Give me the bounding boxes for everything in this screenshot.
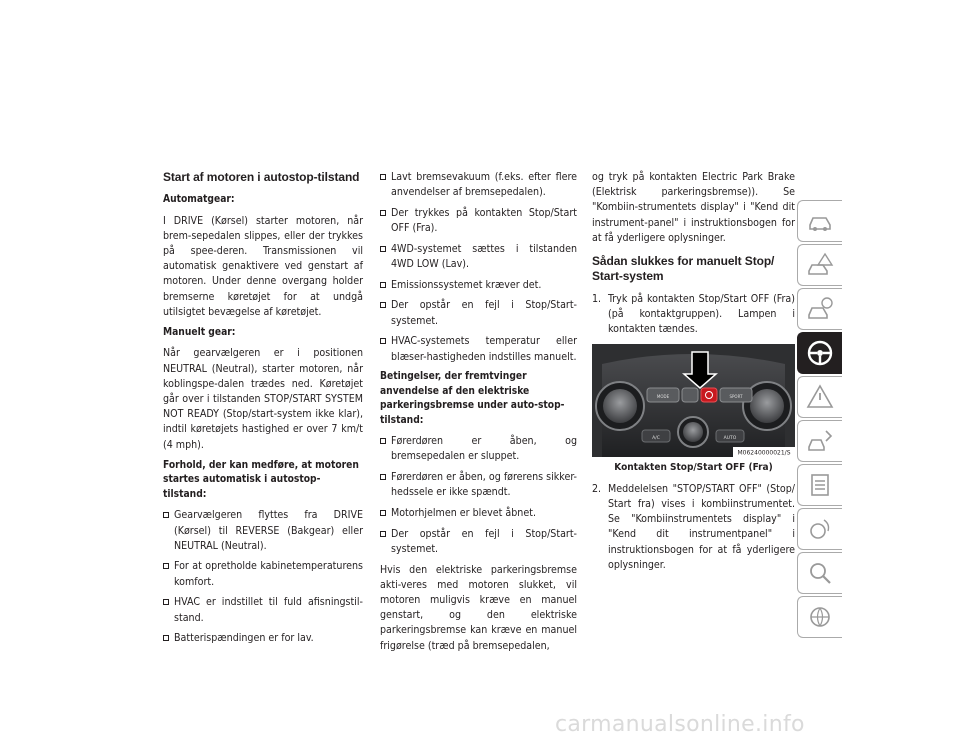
list-item: HVAC-systemets temperatur eller blæser-hastigheden indstilles manuelt. xyxy=(380,334,577,364)
list-item: Førerdøren er åben, og førerens sikker-hedssele er ikke spændt. xyxy=(380,470,577,500)
list-item: Batterispændingen er for lav. xyxy=(163,631,363,646)
car-icon xyxy=(806,207,834,235)
tab-car-warning[interactable] xyxy=(797,244,842,286)
tab-car[interactable] xyxy=(797,200,842,242)
step-text: Meddelelsen "STOP/START OFF" (Stop/ Start fra) vises i kombiinstrumentet. Se "Kombiinstrumentets display" i "Kend dit instrumentpanel" i instruktionsbogen for at få yderligere oplysninger. xyxy=(608,482,795,571)
column-2 xyxy=(380,170,577,660)
auto-label: AUTO xyxy=(723,435,737,441)
switch-panel-illustration xyxy=(592,344,795,457)
tab-car-service[interactable] xyxy=(797,420,842,462)
ac-label: A/C xyxy=(652,435,660,441)
epb-conditions-list xyxy=(380,434,577,557)
steering-wheel-icon xyxy=(805,338,835,368)
mode-label: MODE xyxy=(656,393,670,399)
stop-start-switch-photo xyxy=(592,344,795,457)
tab-search[interactable] xyxy=(797,552,842,594)
road-warning-icon xyxy=(806,383,834,411)
subheading-manual: Manuelt gear: xyxy=(163,326,236,338)
column-1 xyxy=(163,170,363,652)
conditions-list xyxy=(163,508,363,646)
subheading-epb-conditions: Betingelser, der fremtvinger anvendelse af den elektriske parkeringsbremse under auto-stop-tilstand: xyxy=(380,371,565,426)
step-item xyxy=(592,482,795,573)
tab-steering-active[interactable] xyxy=(797,332,842,374)
chapter-tabs xyxy=(797,200,842,640)
subheading-automatic: Automatgear: xyxy=(163,194,235,205)
tab-language[interactable] xyxy=(797,596,842,638)
section-heading-manual-stopstart: Sådan slukkes for manuelt Stop/ Start-system xyxy=(592,254,775,284)
paragraph-manual: Når gearvælgeren er i positionen NEUTRAL (Neutral), starter motoren, når koblingspe-dalen trædes ned. Køretøjet går over i tilstanden STOP/START SYSTEM NOT READY (Stop/start-system ikke klar), indtil køretøjets hastighed er over 7 km/t (4 mph). xyxy=(163,347,363,451)
paragraph-continued: og tryk på kontakten Electric Park Brake (Elektrisk parkeringsbremse)). Se "Kombiin-strumentets display" i "Kend dit instrument-panel" i instruktionsbogen for at få yderligere oplysninger. xyxy=(592,171,795,244)
car-service-icon xyxy=(806,427,834,455)
figure-caption: Kontakten Stop/Start OFF (Fra) xyxy=(614,461,773,473)
paragraph-epb: Hvis den elektriske parkeringsbremse akti-veres med motoren slukket, vil motoren muligvis kræve en manuel genstart, og den elektriske parkeringsbremse kan kræve en manuel frigørelse (træd på bremsepedalen, xyxy=(380,563,577,652)
list-item: Gearvælgeren flyttes fra DRIVE (Kørsel) til REVERSE (Bakgear) eller NEUTRAL (Neutral). xyxy=(163,508,363,554)
car-warning-icon xyxy=(806,251,834,279)
list-item: Der trykkes på kontakten Stop/Start OFF (Fra). xyxy=(380,206,577,236)
steps-list xyxy=(592,292,795,338)
subheading-conditions: Forhold, der kan medføre, at motoren startes automatisk i autostop-tilstand: xyxy=(163,459,359,500)
list-item: Førerdøren er åben, og bremsepedalen er sluppet. xyxy=(380,434,577,464)
tab-radio[interactable] xyxy=(797,508,842,550)
search-icon xyxy=(806,559,834,587)
list-item: Der opstår en fejl i Stop/Start-systemet. xyxy=(380,298,577,328)
step-number: 1. xyxy=(592,293,602,306)
checklist-icon xyxy=(806,471,834,499)
tab-road-warning[interactable] xyxy=(797,376,842,418)
car-info-icon xyxy=(806,295,834,323)
list-item: Lavt bremsevakuum (f.eks. efter flere anvendelser af bremsepedalen). xyxy=(380,170,577,200)
list-item: 4WD-systemet sættes i tilstanden 4WD LOW (Lav). xyxy=(380,242,577,272)
column-3 xyxy=(592,170,795,579)
step-text: Tryk på kontakten Stop/Start OFF (Fra) (på kontaktgruppen). Lampen i kontakten tændes. xyxy=(608,293,795,336)
list-item: Der opstår en fejl i Stop/Start-systemet. xyxy=(380,527,577,557)
radio-icon xyxy=(806,515,834,543)
paragraph-automatic: I DRIVE (Kørsel) starter motoren, når brem-sepedalen slippes, eller der trykkes på spee-deren. Transmissionen vil automatisk genaktivere ved genstart af motoren. Under denne overgang holder bremserne køretøjet for at undgå utilsigtet bevægelse af køretøjet. xyxy=(163,214,363,318)
conditions-list-continued xyxy=(380,170,577,365)
figure-code: M06240000021/S xyxy=(737,449,791,457)
tab-car-info[interactable] xyxy=(797,288,842,330)
step-number: 2. xyxy=(592,482,602,495)
sport-label: SPORT xyxy=(729,393,743,399)
list-item: For at opretholde kabinetemperaturens komfort. xyxy=(163,559,363,589)
list-item: Emissionssystemet kræver det. xyxy=(380,278,577,293)
language-icon xyxy=(806,603,834,631)
step-item xyxy=(592,292,795,338)
steps-list-continued xyxy=(592,482,795,573)
list-item: Motorhjelmen er blevet åbnet. xyxy=(380,506,577,521)
section-heading-autostop: Start af motoren i autostop-tilstand xyxy=(163,170,360,184)
tab-checklist[interactable] xyxy=(797,464,842,506)
watermark: carmanualsonline.info xyxy=(555,712,805,737)
list-item: HVAC er indstillet til fuld afisningstil-stand. xyxy=(163,595,363,625)
